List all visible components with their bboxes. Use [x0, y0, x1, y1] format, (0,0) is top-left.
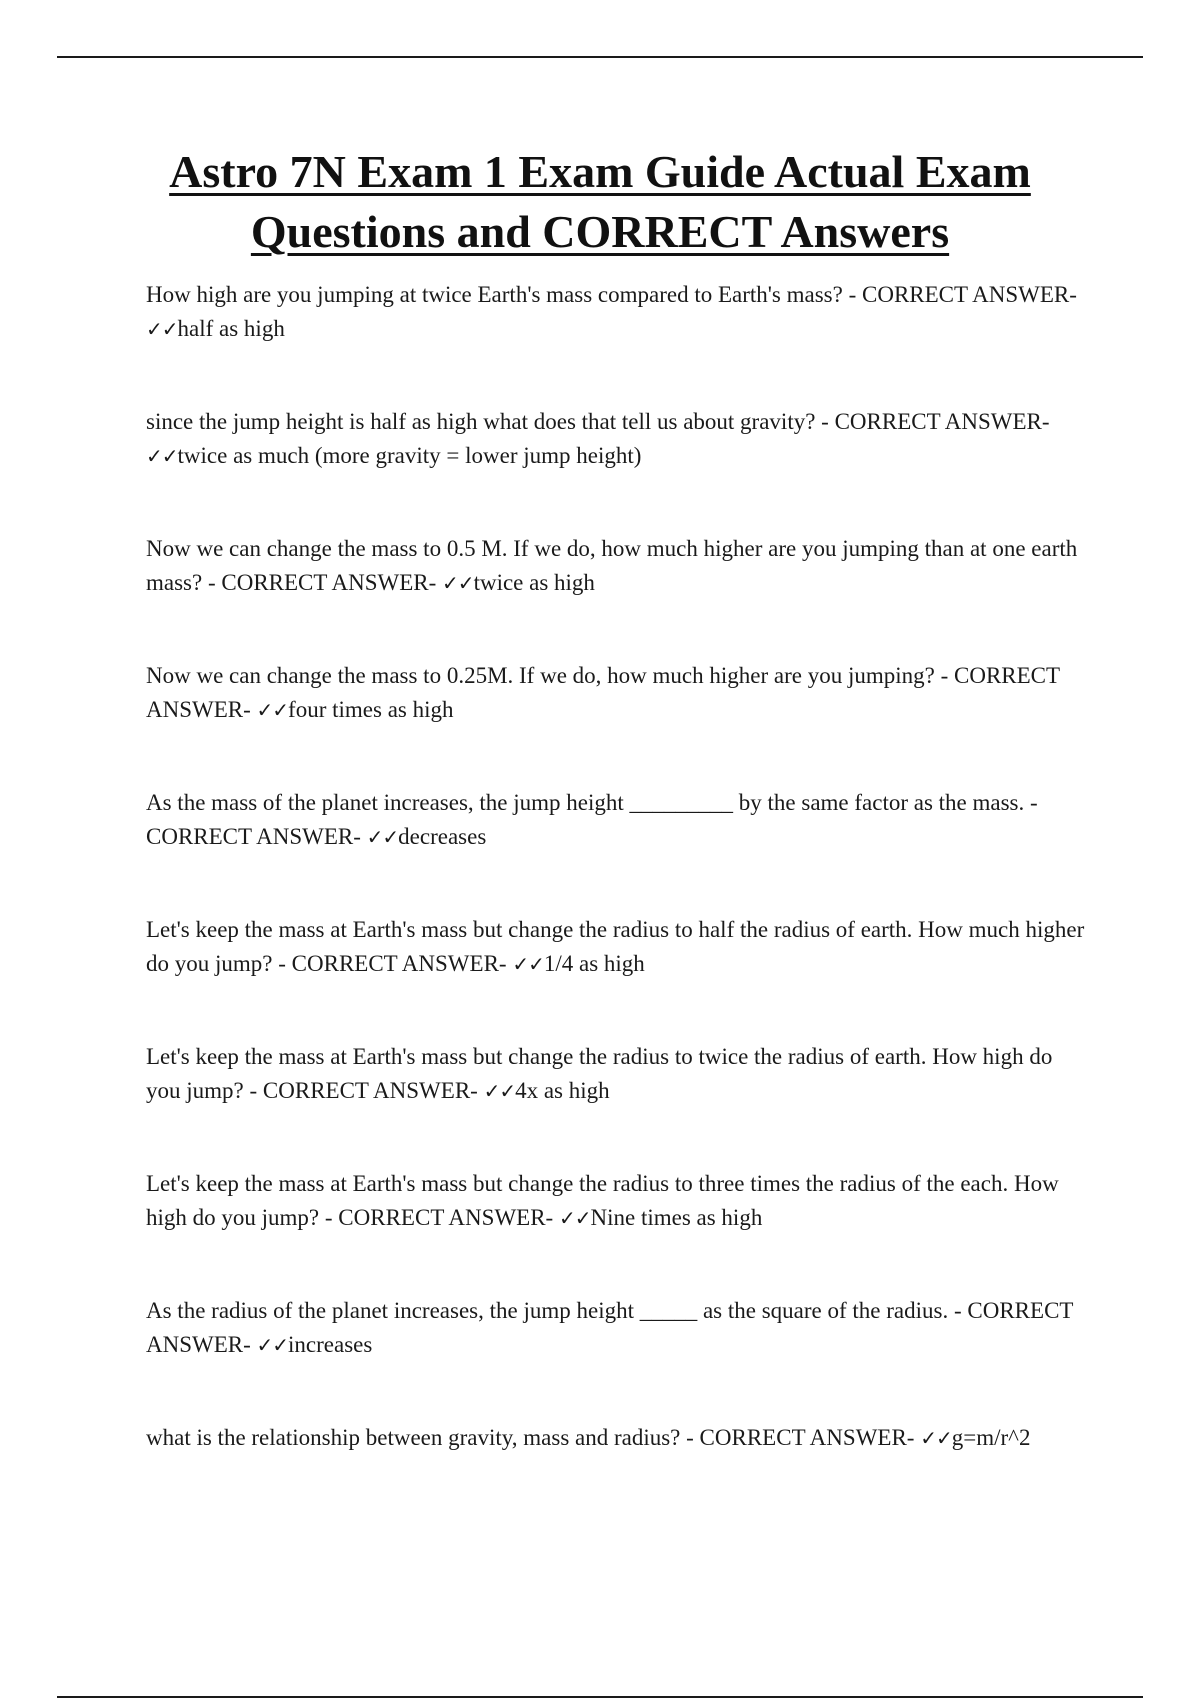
answer-text: twice as much (more gravity = lower jump height) [177, 443, 642, 468]
question-text: As the radius of the planet increases, the jump height _____ as the square of the radius. [146, 1298, 949, 1323]
qa-item [146, 532, 1091, 659]
double-check-icon: ✓✓ [483, 1079, 516, 1103]
qa-list [146, 278, 1091, 1548]
question-text: Let's keep the mass at Earth's mass but change the radius to three times the radius of the each. How high do you jump? [146, 1171, 1059, 1230]
answer-prefix: - CORRECT ANSWER- [243, 1078, 484, 1103]
double-check-icon: ✓✓ [366, 825, 399, 849]
qa-item [146, 913, 1091, 1040]
qa-item [146, 1294, 1091, 1421]
double-check-icon: ✓✓ [512, 952, 544, 976]
question-text: what is the relationship between gravity, mass and radius? [146, 1425, 681, 1450]
question-text: since the jump height is half as high what does that tell us about gravity? [146, 409, 816, 434]
document-title: Astro 7N Exam 1 Exam Guide Actual Exam Questions and CORRECT Answers [169, 146, 1031, 257]
answer-prefix: - CORRECT ANSWER- [319, 1205, 559, 1230]
question-text: Let's keep the mass at Earth's mass but change the radius to twice the radius of earth. How high do you jump? [146, 1044, 1053, 1103]
question-text: How high are you jumping at twice Earth's mass compared to Earth's mass? [146, 282, 843, 307]
double-check-icon: ✓✓ [920, 1426, 952, 1450]
qa-item [146, 659, 1091, 786]
answer-text: 1/4 as high [543, 951, 645, 976]
double-check-icon: ✓✓ [256, 1333, 289, 1357]
answer-text: 4x as high [515, 1078, 610, 1103]
qa-item [146, 786, 1091, 913]
answer-prefix: - CORRECT ANSWER- [680, 1425, 921, 1450]
answer-text: four times as high [288, 697, 454, 722]
qa-item [146, 1040, 1091, 1167]
answer-text: Nine times as high [590, 1205, 763, 1230]
double-check-icon: ✓✓ [146, 317, 178, 341]
header-rule [57, 56, 1143, 58]
question-text: Let's keep the mass at Earth's mass but change the radius to half the radius of earth. How much higher do you jump? [146, 917, 1085, 976]
answer-text: increases [288, 1332, 373, 1357]
answer-text: decreases [398, 824, 487, 849]
answer-prefix: - CORRECT ANSWER- [842, 282, 1083, 307]
answer-text: g=m/r^2 [951, 1425, 1031, 1450]
answer-prefix: - CORRECT ANSWER- [202, 570, 443, 595]
question-text: As the mass of the planet increases, the jump height _________ by the same factor as the mass. [146, 790, 1025, 815]
answer-prefix: - CORRECT ANSWER- [146, 1298, 1078, 1357]
answer-prefix: - CORRECT ANSWER- [146, 790, 1044, 849]
answer-prefix: - CORRECT ANSWER- [815, 409, 1056, 434]
question-text: Now we can change the mass to 0.25M. If we do, how much higher are you jumping? [146, 663, 935, 688]
double-check-icon: ✓✓ [256, 698, 289, 722]
qa-item [146, 1167, 1091, 1294]
question-text: Now we can change the mass to 0.5 M. If we do, how much higher are you jumping than at one earth mass? [146, 536, 1078, 595]
qa-item [146, 1421, 1091, 1548]
answer-prefix: - CORRECT ANSWER- [272, 951, 513, 976]
answer-text: half as high [177, 316, 285, 341]
qa-item [146, 405, 1091, 532]
answer-text: twice as high [473, 570, 595, 595]
qa-item [146, 278, 1091, 405]
double-check-icon: ✓✓ [558, 1206, 591, 1230]
double-check-icon: ✓✓ [442, 571, 474, 595]
double-check-icon: ✓✓ [146, 444, 178, 468]
answer-prefix: - CORRECT ANSWER- [146, 663, 1065, 722]
footer-rule [57, 1696, 1143, 1698]
